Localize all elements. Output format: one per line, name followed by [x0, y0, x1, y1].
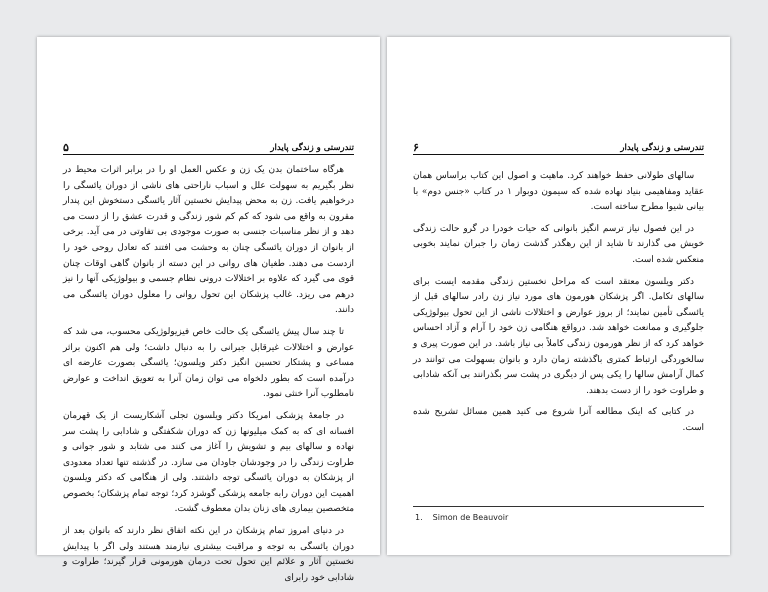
right-page-header [413, 140, 704, 155]
paragraph: در جامعهٔ پزشکی امریکا دکتر ویلسون تجلی آشکاریست از یک قهرمان افسانه ای که به کمک میلیونها زن که دوران شکفتگی و شادابی را پشت سر نهاده و سالهای بیم و تشویش را آغاز می کنند می شتابد و شور جوانی و طراوت زندگی را در وجودشان جاودان می سازد. در گذشته تنها تعداد معدودی از پزشکان به دوران یائسگی توجه داشتند. ولی از هنگامی که دکتر ویلسون اهمیت این دوران رابه جامعه پزشکی گوشزد کرد؛ توجه تمام پزشکان؛ بخصوص متخصصین بیماری های زنان بدان معطوف گشت. [63, 410, 354, 515]
footnote-text: Simon de Beauvoir [432, 513, 509, 522]
paragraph: دکتر ویلسون معتقد است که مراحل نخستین زندگی مقدمه ایست برای سالهای تکامل. اگر پزشکان هورمون های مورد نیاز زن رادر سالهای قبل از یائسگی تأمین نمایند؛ از بروز عوارض و اختلالات ناشی از این تحول بیولوژیکی جلوگیری و ممانعت خواهد شد. درواقع هنگامی زن خود را آرام و آزاد احساس خواهد کرد که از نظر هورمون زندگی کاملاً بی نیاز باشد. در این صورت پیری و سالخوردگی ارتباط کمتری باگذشته زمان دارد و بانوان بسهولت می توانند در کمال آرامش سالها را یکی پس از دیگری در پشت سر بگذرانند بی آنکه شادابی و طراوت خود را از دست بدهند. [413, 276, 704, 396]
footnote-number: 1. [415, 513, 423, 522]
footnote-divider [413, 506, 704, 507]
left-page [37, 37, 380, 583]
paragraph: در دنیای امروز تمام پزشکان در این نکته اتفاق نظر دارند که بانوان بعد از دوران یائسگی به توجه و مراقبت بیشتری نیازمند هستند ولی اگر با پیدایش نخستین آثار و علائم این تحول تحت درمان هورمونی قرار گیرند؛ طراوت و شادابی خود رابرای [63, 526, 354, 583]
paragraph: در این فصول نیاز ترسم انگیز بانوانی که حیات خودرا در گرو حالت زندگی خویش می گذارند تا شاید از این رهگذر گذشت زمان را جبران نمایند بخوبی منعکس شده است. [413, 223, 704, 265]
left-page-body [63, 163, 354, 592]
paragraph: سالهای طولانی حفظ خواهند کرد. ماهیت و اصول این کتاب براساس همان عقاید ومفاهیمی بنیاد نهاده شده که سیمون دوبوار ۱ در کتاب «جنس دوم» با بیانی شیوا مطرح ساخته است. [413, 171, 704, 213]
left-page-number: ۵ [63, 141, 69, 154]
right-page-number: ۶ [413, 141, 419, 154]
left-header-title: تندرستی و زندگی پایدار [270, 143, 354, 153]
paragraph: هرگاه ساختمان بدن یک زن و عکس العمل او را در برابر اثرات محیط در نظر بگیریم به سهولت علل و اسباب ناراحتی های ناشی از دوران یائسگی را درخواهیم یافت. زن به محض پیدایش نخستین آثار یائسگی دستخوش این پندار مقرون به واقع می شود که کم کم شور زندگی و قدرت عشق را از دست می دهد و از نظر مناسبات جنسی به صورت موجودی بی تفاوتی در می آید. برخی از بانوان از دوران یائسگی چنان به وحشت می افتند که تعادل روحی خود را ازدست می دهند. طغیان های روانی در این دسته از بانوان گاهی اوقات چنان قوی می گیرد که علاوه بر اختلالات درونی نظام جسمی و بیولوژیکی آنها را نیز درهم می ریزد. غالب پزشکان این تحول روانی را معلول دوران یائسگی می دانند. [63, 165, 354, 316]
paragraph: در کتابی که اینک مطالعه آنرا شروع می کنید همین مسائل تشریح شده است. [413, 407, 704, 433]
right-page [387, 37, 730, 555]
right-header-title: تندرستی و زندگی پایدار [620, 143, 704, 153]
left-page-header [63, 140, 354, 155]
right-page-body [413, 169, 704, 443]
footnote [415, 513, 508, 522]
paragraph: تا چند سال پیش یائسگی یک حالت خاص فیزیولوژیکی محسوب، می شد که عوارض و اختلالات غیرقابل جبرانی را به دنبال داشت؛ ولی هم اکنون براثر مساعی و پشتکار تحسین انگیز دکتر ویلسون؛ یائسگی بصورت عارضه ای درآمده است که بطور دلخواه می توان زمان آنرا به تعویق انداخت و عوارض نامطلوب آنرا خنثی نمود. [63, 326, 354, 400]
